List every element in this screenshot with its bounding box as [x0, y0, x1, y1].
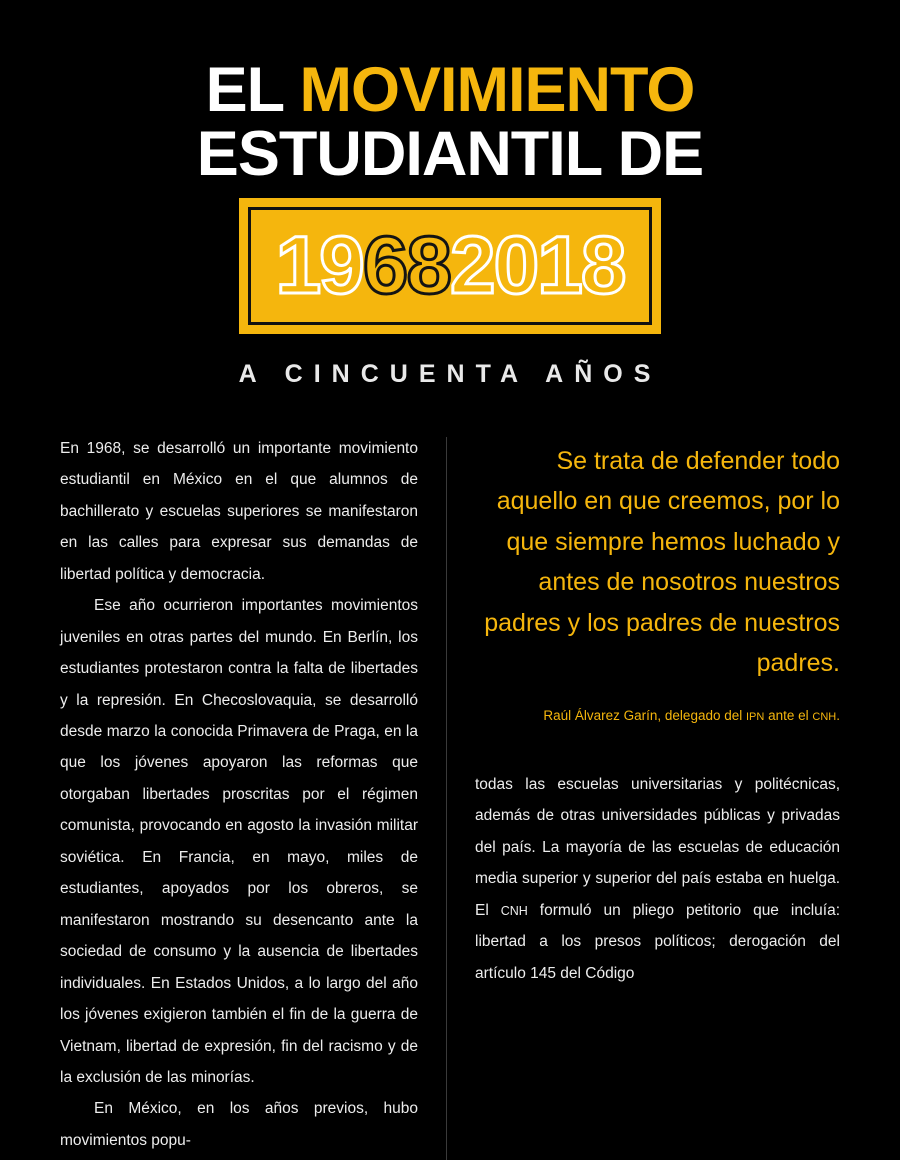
pull-quote-attribution — [475, 708, 840, 723]
left-paragraph-3: En México, en los años previos, hubo movimientos popu- — [60, 1100, 418, 1149]
year-prefix-19: 19 — [275, 219, 363, 311]
article-columns — [0, 419, 900, 1156]
year-2018: 2018 — [450, 219, 625, 311]
title-word-de: DE — [617, 118, 704, 189]
left-paragraph-1: En 1968, se desarrolló un importante movimiento estudiantil en México en el que alumnos de bachillerato y escuelas superiores se manifestaron en las calles para expresar sus demandas de libertad política y democracia. — [60, 439, 418, 583]
year-banner-wrapper — [0, 198, 900, 334]
year-banner — [239, 198, 661, 334]
right-column-lower — [475, 769, 840, 989]
title-word-el: EL — [205, 55, 283, 125]
attribution-text-start: Raúl Álvarez Garín, delegado del — [543, 707, 746, 723]
title-word-estudiantil: ESTUDIANTIL — [196, 118, 602, 189]
pull-quote: Se trata de defender todo aquello en que creemos, por lo que siempre hemos luchado y antes de nosotros nuestros padres y los padres de nuestros padres. — [484, 446, 840, 678]
poster-title-block — [0, 0, 900, 389]
right-paragraph-start: todas las escuelas universitarias y politécnicas, además de otras universidades públicas y privadas del país. La mayoría de las escuelas de educación media superior y superior del país estaba en huelga. El — [475, 775, 840, 919]
right-paragraph — [475, 769, 840, 989]
title-line-1 — [0, 55, 900, 125]
attribution-ipn: IPN — [746, 710, 765, 723]
attribution-text-end: . — [836, 707, 840, 723]
title-word-movimiento: MOVIMIENTO — [299, 55, 695, 125]
attribution-text-mid: ante el — [764, 707, 813, 723]
attribution-cnh: CNH — [812, 710, 837, 723]
right-paragraph-cnh: CNH — [500, 903, 528, 918]
title-line-2 — [0, 118, 900, 189]
left-column — [60, 433, 446, 1156]
right-column — [447, 433, 840, 1156]
year-shared-68: 68 — [362, 219, 450, 311]
year-range — [275, 219, 625, 311]
left-paragraph-2: Ese año ocurrieron importantes movimientos juveniles en otras partes del mundo. En Berlín, los estudiantes protestaron contra la falta de libertades y la represión. En Checoslovaquia, se desarrolló desde marzo la conocida Primavera de Praga, en la que los jóvenes apoyaron las reformas que otorgaban libertades proscritas por el régimen comunista, provocando en agosto la invasión militar soviética. En Francia, en mayo, miles de estudiantes, apoyados por los obreros, se manifestaron mostrando su desencanto ante la sociedad de consumo y la ausencia de libertades individuales. En Estados Unidos, a lo largo del año los jóvenes exigieron también el fin de la guerra de Vietnam, libertad de expresión, fin del racismo y de la exclusión de las minorías. — [60, 597, 418, 1086]
right-paragraph-end: formuló un pliego petitorio que incluía: libertad a los presos políticos; derogación del artículo 145 del Código — [475, 901, 841, 982]
poster-subhead: A CINCUENTA AÑOS — [238, 359, 662, 388]
